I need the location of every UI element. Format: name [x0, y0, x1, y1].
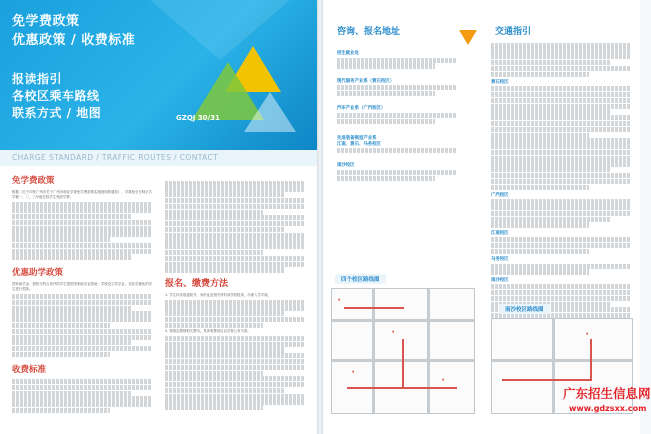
- text-line: [12, 311, 152, 316]
- map-route: [347, 387, 457, 389]
- text-line: [12, 254, 132, 259]
- text-line: [12, 385, 152, 390]
- text-line: [12, 323, 110, 328]
- map-text: ▲: [586, 331, 589, 335]
- text-line: [12, 391, 132, 396]
- text-line: [165, 323, 263, 328]
- text-line: [337, 58, 457, 63]
- text-line: [491, 127, 631, 132]
- text-line: [491, 156, 631, 161]
- map-road: [552, 319, 555, 413]
- text-line: [165, 311, 285, 316]
- text-line: [491, 54, 631, 59]
- section-title-aid: 优惠助学政策: [12, 267, 64, 278]
- text-line: [491, 199, 631, 204]
- section-title-free-tuition: 免学费政策: [12, 176, 55, 186]
- site-huangshi: 现代服务产业系（黄石校区）: [337, 78, 395, 84]
- text-line: [491, 109, 611, 114]
- text-line: [491, 269, 589, 274]
- text-line: [491, 115, 631, 120]
- section-title-fees: 收费标准: [12, 365, 47, 376]
- text-line: [491, 290, 631, 295]
- map-route: [502, 379, 592, 381]
- text-line: [165, 353, 305, 358]
- text-line: [491, 211, 631, 216]
- text-line: [491, 48, 631, 53]
- map-text: ▲: [338, 297, 341, 301]
- campus-jiangnan: 江南校区: [491, 230, 509, 236]
- text-line: [12, 249, 152, 254]
- text-line: [491, 72, 589, 77]
- cover-line-1: 免学费政策: [12, 14, 80, 29]
- text-line: [12, 243, 152, 248]
- text-line: [165, 262, 305, 267]
- text-line: [491, 243, 631, 248]
- text-line: [491, 173, 631, 178]
- text-line: [165, 376, 305, 381]
- text-line: [165, 198, 305, 203]
- text-line: [491, 43, 631, 48]
- text-line: [165, 181, 305, 186]
- paragraph-aid: 国家助学金：我校为符合条件的学生提供国家助学金资助；学校设立奖学金，对品学兼优的学生进行奖励。: [12, 281, 152, 291]
- text-line: [12, 214, 132, 219]
- map-road: [492, 359, 632, 362]
- text-line: [491, 217, 611, 222]
- section-title-registration: 报名、缴费方法: [165, 278, 229, 289]
- site-equipment: 先进装备制造产业系: [337, 135, 377, 141]
- map-label-four-campus: 四个校区路线图: [335, 274, 386, 284]
- text-line: [491, 179, 631, 184]
- text-line: [165, 317, 305, 322]
- text-line: [491, 161, 631, 166]
- text-line: [165, 233, 305, 238]
- traffic-column: [491, 42, 631, 325]
- text-line: [12, 408, 110, 413]
- text-line: [12, 208, 152, 213]
- paragraph-registration-1: 1. 学生持录取通知书、身份证及相关材料到学校报到，办理入学手续。: [165, 292, 272, 297]
- map-road: [332, 319, 474, 322]
- text-line: [165, 388, 285, 393]
- cover-line-2: 优惠政策 / 收费标准: [12, 33, 136, 48]
- right-page: [323, 0, 640, 434]
- cover-line-3: 报读指引: [12, 72, 63, 86]
- text-line: [165, 300, 305, 305]
- text-line: [165, 359, 305, 364]
- text-line: [12, 306, 132, 311]
- map-text: ▲: [392, 329, 395, 333]
- text-line: [165, 342, 305, 347]
- text-line: [337, 91, 435, 96]
- text-line: [165, 186, 305, 191]
- text-line: [12, 329, 152, 334]
- text-line: [12, 396, 152, 401]
- text-line: [12, 402, 152, 407]
- text-line: [491, 92, 631, 97]
- text-line: [337, 170, 457, 175]
- text-line: [165, 267, 285, 272]
- text-line: [491, 138, 631, 143]
- map-route: [344, 307, 404, 309]
- light-triangle: [150, 0, 290, 60]
- campus-mawu: 马务校区: [491, 257, 509, 262]
- site-watermark: [563, 384, 651, 432]
- paragraph-registration-2: 2. 按规定缴纳相关费用，具体收费项目以学校公布为准。: [165, 328, 251, 333]
- watermark-url: www.gdzsxx.com: [569, 404, 647, 413]
- text-line: [165, 365, 305, 370]
- text-line: [491, 104, 631, 109]
- map-route: [402, 339, 404, 389]
- text-line: [165, 192, 285, 197]
- map-text: ▲: [442, 377, 445, 381]
- text-line: [491, 222, 589, 227]
- text-line: [165, 394, 305, 399]
- text-line: [491, 185, 589, 190]
- text-line: [165, 204, 305, 209]
- text-line: [165, 244, 305, 249]
- text-line: [165, 305, 305, 310]
- text-line: [337, 148, 457, 153]
- text-line: [491, 284, 631, 289]
- watermark-name: 广东招生信息网: [563, 386, 651, 401]
- text-line: [12, 237, 110, 242]
- text-line: [12, 226, 152, 231]
- text-line: [491, 98, 631, 103]
- text-line: [337, 85, 457, 90]
- text-line: [12, 202, 152, 207]
- text-line: [337, 119, 435, 124]
- left-column-1: [12, 176, 152, 414]
- text-line: [337, 113, 457, 118]
- text-line: [12, 352, 110, 357]
- text-line: [491, 66, 631, 71]
- map-text: ▲: [352, 369, 355, 373]
- white-triangle: [244, 92, 296, 132]
- cover-line-4: 各校区乘车路线: [12, 89, 100, 103]
- text-line: [165, 405, 263, 410]
- orange-triangle: [459, 30, 477, 45]
- text-line: [491, 144, 631, 149]
- cover-line-5: 联系方式 / 地图: [12, 106, 102, 120]
- text-line: [165, 399, 305, 404]
- text-line: [491, 237, 631, 242]
- text-line: [12, 220, 152, 225]
- paragraph-free-tuition: 根据《关于印发广州市关于广州市职业学校免学费政策实施细则的通知》，对我校全日制正式学籍一、二、三年级在校学生免除学费。: [12, 190, 152, 200]
- text-line: [491, 150, 631, 155]
- text-line: [165, 221, 305, 226]
- text-line: [491, 86, 631, 91]
- site-nansha: 南沙校区: [337, 163, 355, 169]
- text-line: [12, 340, 132, 345]
- map-route: [590, 339, 592, 381]
- left-page: [0, 0, 317, 434]
- text-line: [491, 167, 611, 172]
- traffic-title: 交通指引: [495, 27, 532, 37]
- english-subtitle: CHARGE STANDARD / TRAFFIC ROUTES / CONTACT: [0, 150, 317, 166]
- text-line: [491, 60, 611, 65]
- text-line: [491, 205, 631, 210]
- contact-title: 咨询、报名地址: [337, 27, 401, 37]
- text-line: [165, 250, 263, 255]
- text-line: [12, 317, 152, 322]
- four-campus-map: [331, 288, 475, 414]
- text-line: [12, 231, 152, 236]
- campus-nansha: 南沙校区: [491, 277, 509, 283]
- cover-banner: [0, 0, 317, 150]
- text-line: [12, 346, 152, 351]
- text-line: [491, 133, 589, 138]
- text-line: [491, 296, 631, 301]
- map-road: [427, 289, 430, 413]
- text-line: [165, 382, 305, 387]
- text-line: [491, 121, 631, 126]
- text-line: [165, 256, 305, 261]
- text-line: [165, 238, 305, 243]
- page-code: GZQJ 30/31: [176, 114, 220, 122]
- map-label-nansha: 南沙校区路线图: [499, 304, 550, 314]
- text-line: [165, 336, 305, 341]
- site-equipment-campuses: 江南、黄石、马务校区: [337, 141, 381, 147]
- text-line: [12, 379, 152, 384]
- text-line: [12, 335, 152, 340]
- text-line: [165, 215, 305, 220]
- contact-column: [337, 48, 477, 182]
- text-line: [165, 371, 263, 376]
- text-line: [337, 63, 435, 68]
- site-admission-office: 招生就业处: [337, 51, 359, 56]
- text-line: [165, 227, 285, 232]
- text-line: [337, 176, 435, 181]
- text-line: [491, 264, 631, 269]
- site-guangqi: 汽车产业系（广汽校区）: [337, 106, 386, 112]
- campus-guangqi: 广汽校区: [491, 192, 509, 198]
- campus-huangshi: 黄石校区: [491, 79, 509, 85]
- text-line: [491, 249, 589, 254]
- text-line: [12, 300, 152, 305]
- text-line: [165, 347, 285, 352]
- left-column-2: [165, 180, 305, 411]
- text-line: [165, 210, 263, 215]
- text-line: [12, 294, 152, 299]
